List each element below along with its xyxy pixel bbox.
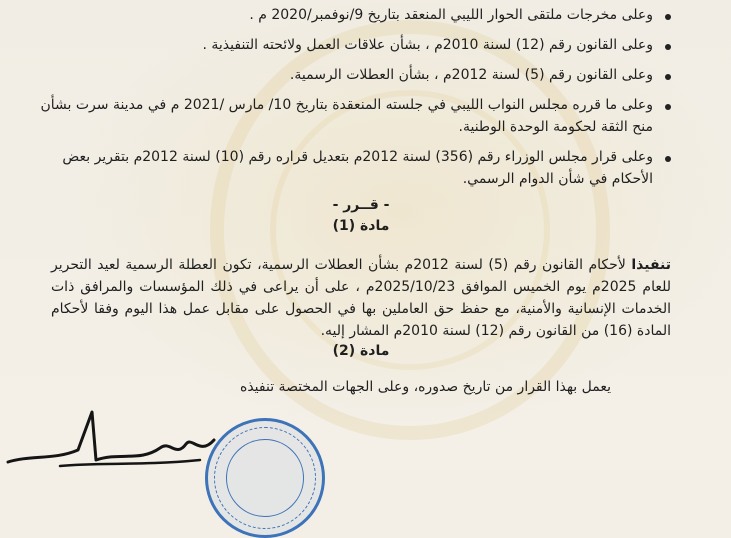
clause-5-text: وعلى قرار مجلس الوزراء رقم (356) لسنة 2012م بتعديل قراره رقم (10) لسنة 2012م بتقرير بعض الأحكام في شأن الدوام الرسمي. [62, 149, 653, 187]
article-1-text: لأحكام القانون رقم (5) لسنة 2012م بشأن العطلات الرسمية، تكون العطلة الرسمية لعيد التحرير للعام 2025م يوم الخميس الموافق 2025/10/23م ، على أن يراعى في ذلك المؤسسات والمرافق ذات الخدمات الإنسانية والأمنية، مع حفظ حق العاملين بها في الحصول على مقابل عمل هذا اليوم وفقا لأحكام المادة (16) من القانون رقم (12) لسنة 2010م المشار إليه. [51, 257, 671, 339]
bullet-icon [665, 74, 671, 80]
bullet-icon [665, 44, 671, 50]
decided-heading: - قــرر - [332, 197, 390, 213]
clause-4-text: وعلى ما قرره مجلس النواب الليبي في جلسته المنعقدة بتاريخ 10/ مارس /2021 م في مدينة سرت بشأن منح الثقة لحكومة الوحدة الوطنية. [40, 97, 653, 135]
article-1-title: مادة (1) [332, 218, 390, 234]
clause-3-text: وعلى القانون رقم (5) لسنة 2012م ، بشأن العطلات الرسمية. [289, 67, 653, 83]
clause-2 [33, 34, 671, 56]
clause-1-text: وعلى مخرجات ملتقى الحوار الليبي المنعقد بتاريخ 9/نوفمبر/2020 م . [249, 7, 653, 23]
clause-2-text: وعلى القانون رقم (12) لسنة 2010م ، بشأن علاقات العمل ولائحته التنفيذية . [202, 37, 653, 53]
article-2-title: مادة (2) [332, 343, 390, 359]
clause-1 [33, 4, 671, 26]
clause-4 [33, 94, 671, 138]
article-1-lead: تنفيذا [631, 257, 671, 273]
clause-5 [33, 146, 671, 190]
bullet-icon [665, 156, 671, 162]
bullet-icon [665, 14, 671, 20]
official-stamp [205, 418, 325, 538]
article-1-body [51, 254, 671, 342]
signature-image [0, 400, 220, 470]
article-2-body: يعمل بهذا القرار من تاريخ صدوره، وعلى الجهات المختصة تنفيذه [240, 379, 611, 395]
bullet-icon [665, 104, 671, 110]
clause-3 [33, 64, 671, 86]
